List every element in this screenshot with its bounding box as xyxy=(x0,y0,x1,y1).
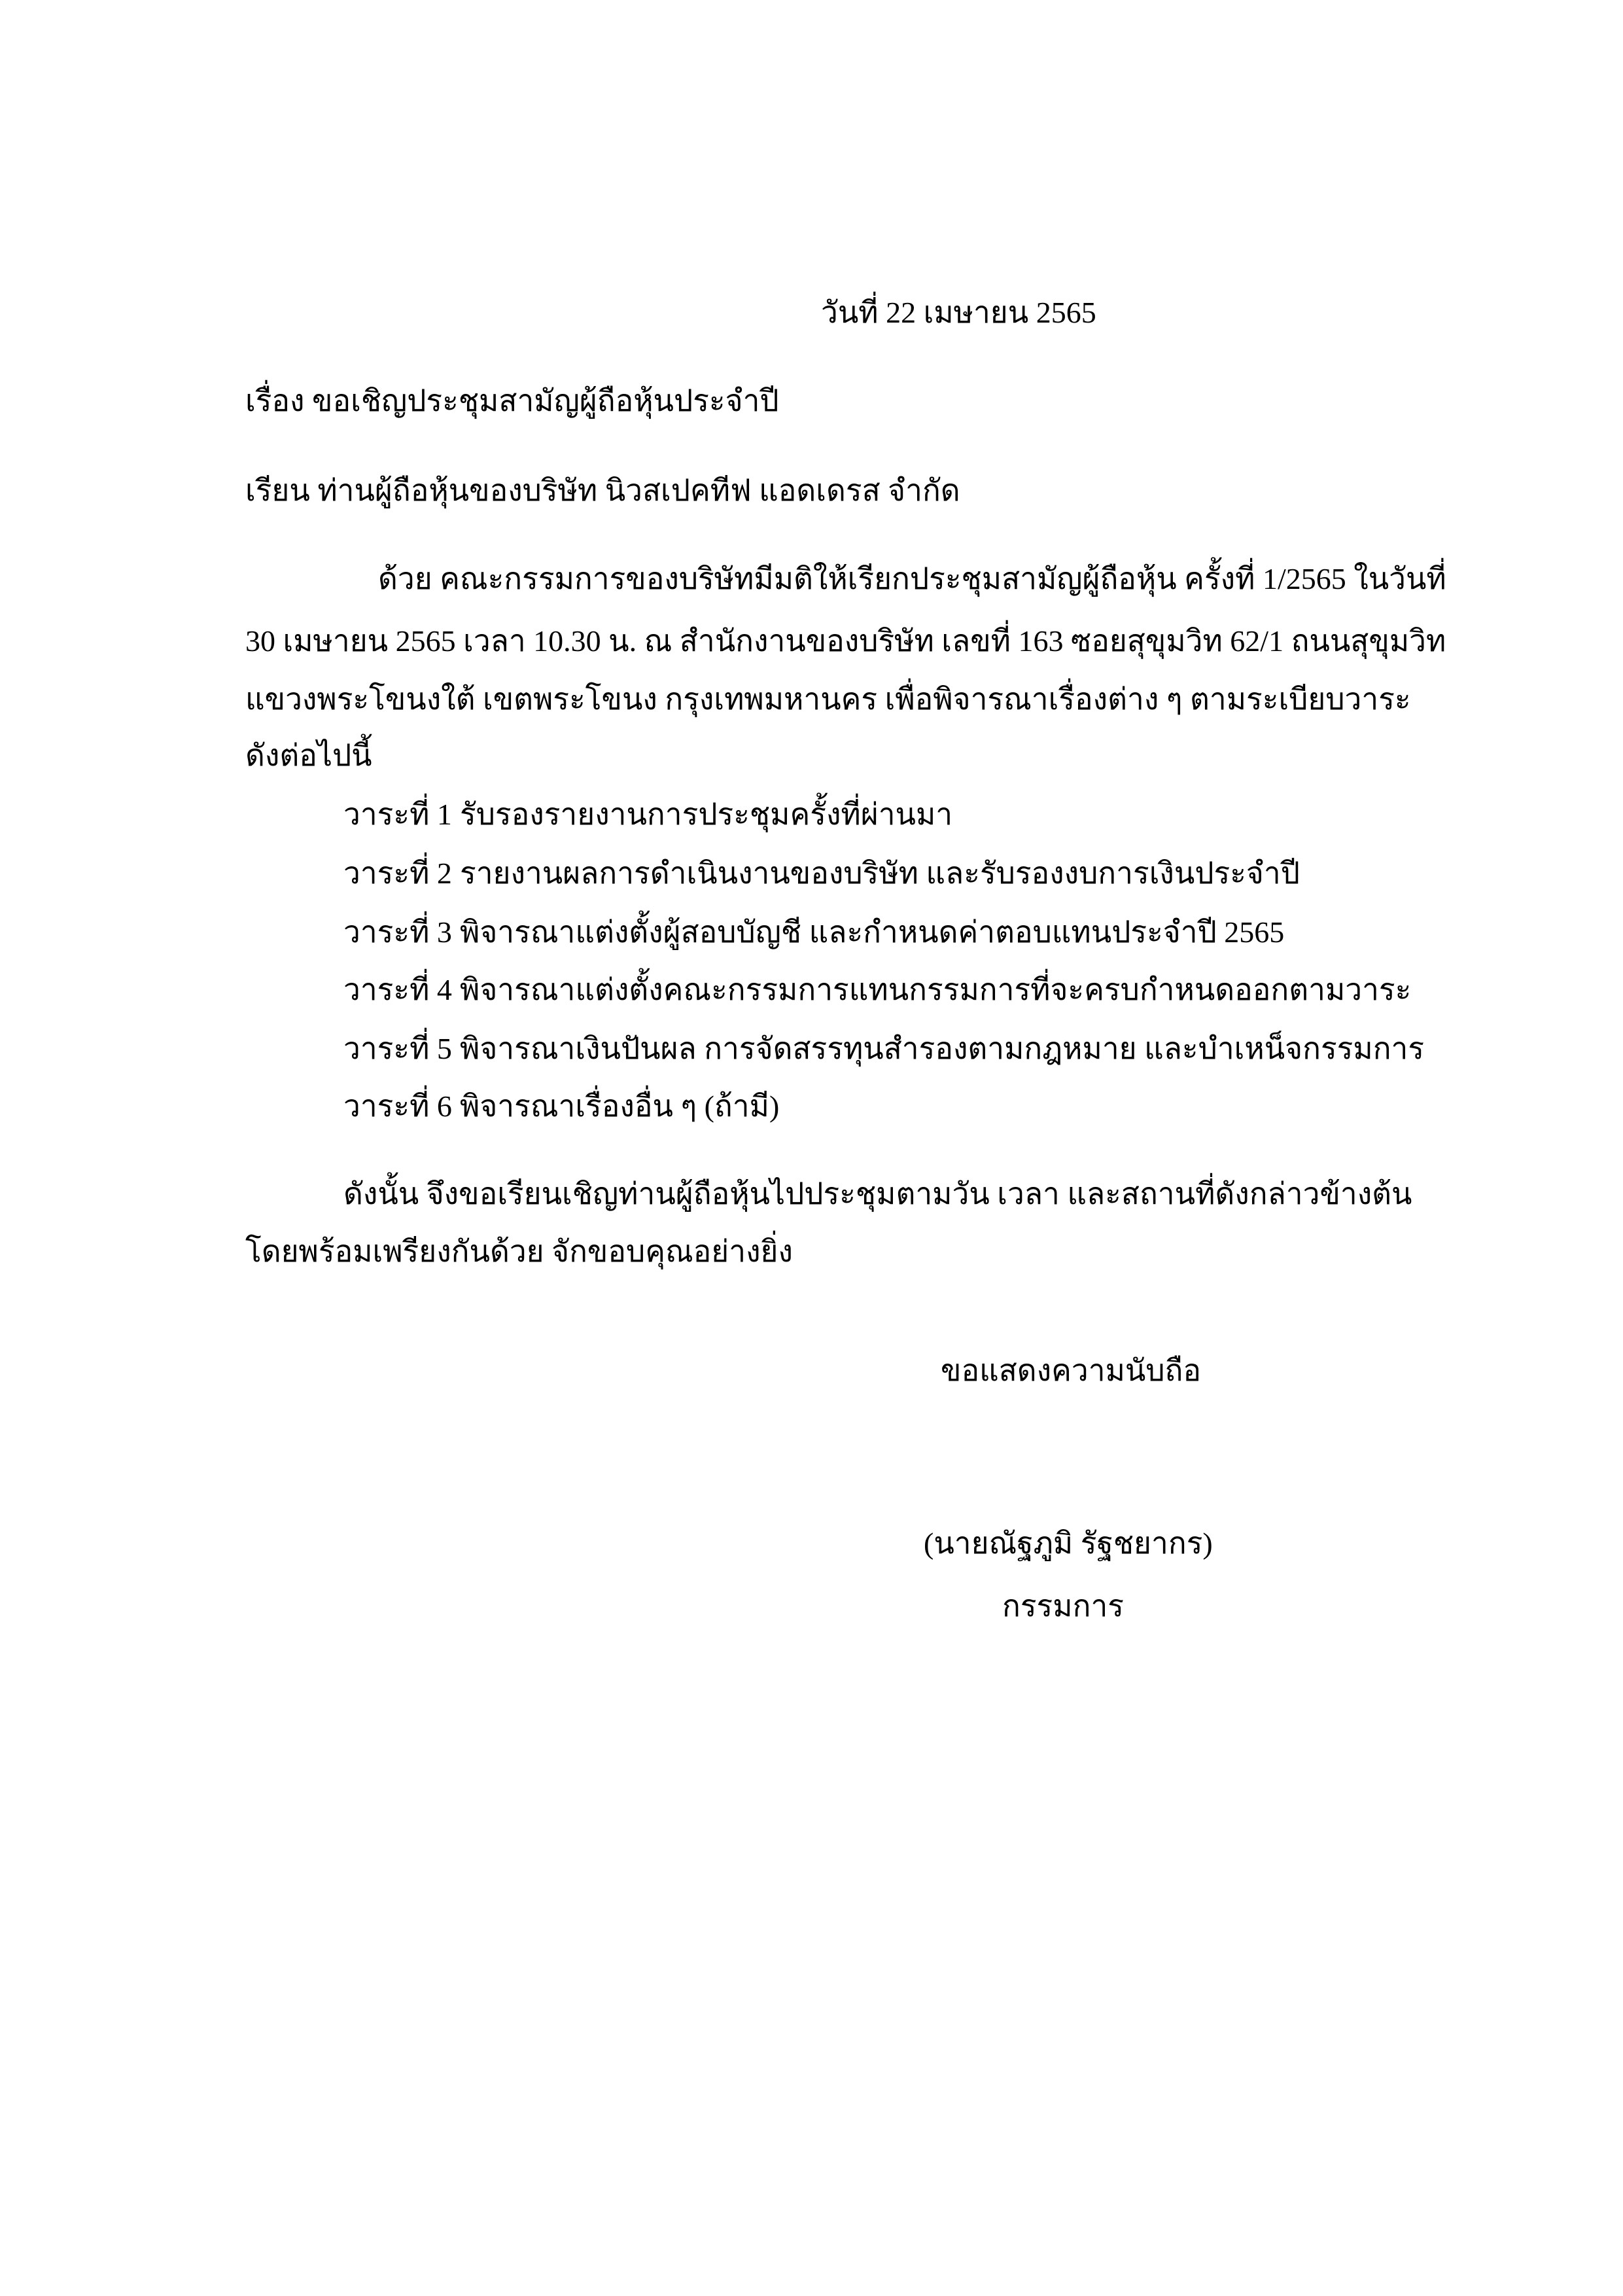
agenda-number: วาระที่ 3 xyxy=(343,915,452,949)
complimentary-close: ขอแสดงความนับถือ xyxy=(941,1354,1202,1387)
agenda-text: รับรองรายงานการประชุมครั้งที่ผ่านมา xyxy=(460,798,953,831)
intro-line: ดังต่อไปนี้ xyxy=(245,739,372,772)
agenda-item xyxy=(343,1034,1424,1064)
agenda-text: พิจารณาแต่งตั้งผู้สอบบัญชี และกำหนดค่าตอบแทนประจำปี 2565 xyxy=(460,915,1285,949)
agenda-item xyxy=(343,1091,779,1122)
agenda-item xyxy=(343,975,1411,1005)
closing-line: ดังนั้น จึงขอเรียนเชิญท่านผู้ถือหุ้นไปประชุมตามวัน เวลา และสถานที่ดังกล่าวข้างต้น xyxy=(343,1177,1412,1210)
signatory-title: กรรมการ xyxy=(1002,1589,1124,1623)
agenda-number: วาระที่ 5 xyxy=(343,1032,452,1065)
closing-line: โดยพร้อมเพรียงกันด้วย จักขอบคุณอย่างยิ่ง xyxy=(245,1235,793,1268)
agenda-item xyxy=(343,917,1284,947)
intro-line: 30 เมษายน 2565 เวลา 10.30 น. ณ สำนักงานของบริษัท เลขที่ 163 ซอยสุขุมวิท 62/1 ถนนสุขุมวิท xyxy=(245,624,1446,658)
agenda-item xyxy=(343,800,952,830)
intro-line: แขวงพระโขนงใต้ เขตพระโขนง กรุงเทพมหานคร เพื่อพิจารณาเรื่องต่าง ๆ ตามระเบียบวาระ xyxy=(245,682,1411,716)
agenda-number: วาระที่ 2 xyxy=(343,857,452,890)
agenda-text: พิจารณาแต่งตั้งคณะกรรมการแทนกรรมการที่จะครบกำหนดออกตามวาระ xyxy=(460,973,1412,1006)
agenda-text: พิจารณาเรื่องอื่น ๆ (ถ้ามี) xyxy=(460,1089,780,1123)
agenda-item xyxy=(343,858,1300,889)
agenda-text: รายงานผลการดำเนินงานของบริษัท และรับรองงบการเงินประจำปี xyxy=(460,857,1300,890)
agenda-text: พิจารณาเงินปันผล การจัดสรรทุนสำรองตามกฎหมาย และบำเหน็จกรรมการ xyxy=(460,1032,1425,1065)
signatory-name: (นายณัฐภูมิ รัฐชยากร) xyxy=(924,1527,1213,1560)
intro-line: ด้วย คณะกรรมการของบริษัทมีมติให้เรียกประชุมสามัญผู้ถือหุ้น ครั้งที่ 1/2565 ในวันที่ xyxy=(378,562,1446,595)
agenda-number: วาระที่ 1 xyxy=(343,798,452,831)
agenda-number: วาระที่ 6 xyxy=(343,1089,452,1123)
letter-subject: เรื่อง ขอเชิญประชุมสามัญผู้ถือหุ้นประจำปี xyxy=(245,384,779,417)
letter-recipient: เรียน ท่านผู้ถือหุ้นของบริษัท นิวสเปคทีฟ แอดเดรส จำกัด xyxy=(245,474,960,507)
letter-date: วันที่ 22 เมษายน 2565 xyxy=(821,296,1096,329)
agenda-number: วาระที่ 4 xyxy=(343,973,452,1006)
